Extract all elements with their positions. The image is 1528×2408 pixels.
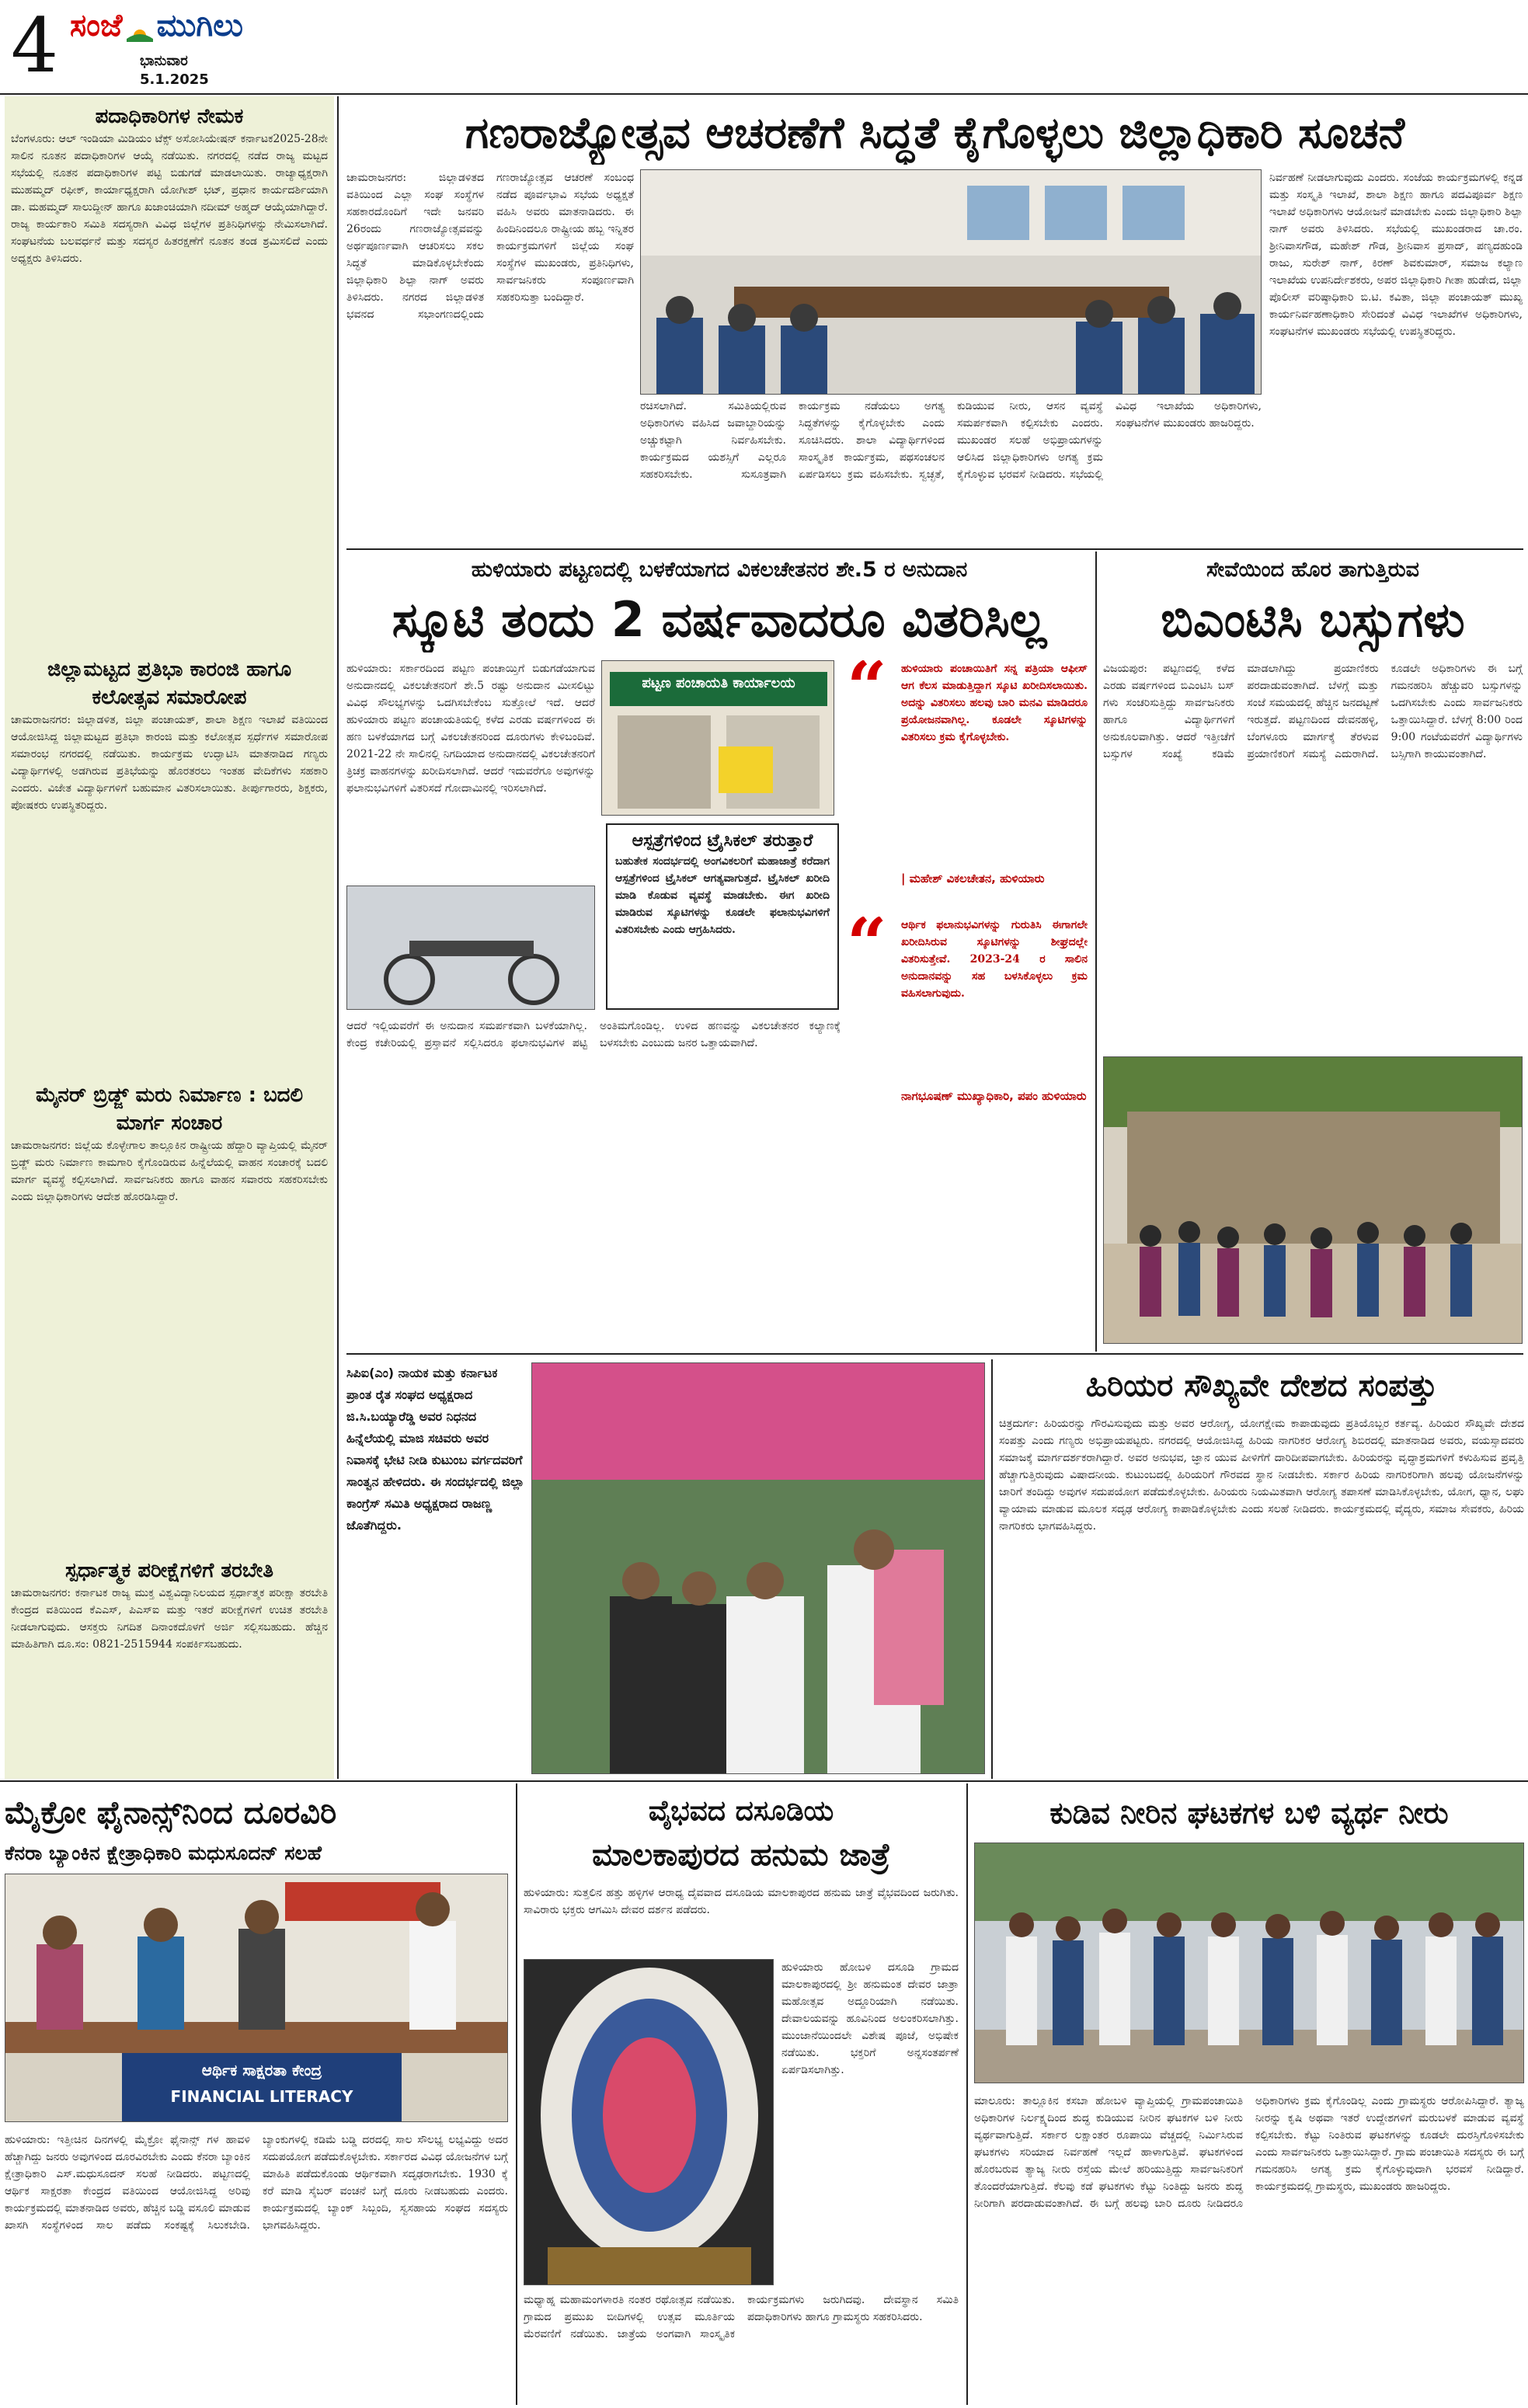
scooter-quote-two [847, 917, 1088, 1150]
microfinance-subheadline: ಕೆನರಾ ಬ್ಯಾಂಕಿನ ಕ್ಷೇತ್ರಾಧಿಕಾರಿ ಮಧುಸೂದನ್ ಸಲಹೆ [5, 1842, 322, 1864]
visit-caption: ಸಿಪಿಐ(ಎಂ) ನಾಯಕ ಮತ್ತು ಕರ್ನಾಟಕ ಪ್ರಾಂತ ರೈತ ಸಂಘದ ಅಧ್ಯಕ್ಷರಾದ ಜಿ.ಸಿ.ಬಯ್ಯಾರೆಡ್ಡಿ ಅವರ ನಿಧನದ ಹಿನ್ನೆಲೆಯಲ್ಲಿ ಮಾಜಿ ಸಚಿವರು ಅವರ ನಿವಾಸಕ್ಕೆ ಭೇಟಿ ನೀಡಿ ಕುಟುಂಬ ವರ್ಗದವರಿಗೆ ಸಾಂತ್ವನ ಹೇಳಿದರು. ಈ ಸಂದರ್ಭದಲ್ಲಿ ಜಿಲ್ಲಾ ಕಾಂಗ್ರೆಸ್ ಸಮಿತಿ ಅಧ್ಯಕ್ಷರಾದ ರಾಜಣ್ಣ ಜೊತೆಗಿದ್ದರು. [346, 1366, 524, 1533]
bmtc-kicker: ಸೇವೆಯಿಂದ ಹೊರ ತಾಗುತ್ತಿರುವ [1206, 558, 1419, 582]
microfinance-banner-en: FINANCIAL LITERACY [170, 2087, 353, 2106]
logo-part-two: ಮುಗಿಲು [156, 8, 243, 43]
quote-mark-icon: “ [847, 917, 887, 985]
left-story-talent [11, 656, 328, 1077]
bmtc-body: ವಿಜಯಪುರ: ಪಟ್ಟಣದಲ್ಲಿ ಕಳೆದ ಎರಡು ವರ್ಷಗಳಿಂದ ಬಿಎಂಟಿಸಿ ಬಸ್ ಗಳು ಸಂಚರಿಸುತ್ತಿದ್ದು ಸಾರ್ವಜನಿಕರು ಹಾಗೂ ವಿದ್ಯಾರ್ಥಿಗಳಿಗೆ ಅನುಕೂಲವಾಗಿತ್ತು. ಆದರೆ ಇತ್ತೀಚೆಗೆ ಬಸ್ಸುಗಳ ಸಂಖ್ಯೆ ಕಡಿಮೆ ಮಾಡಲಾಗಿದ್ದು ಪ್ರಯಾಣಿಕರು ಪರದಾಡುವಂತಾಗಿದೆ. ಬೆಳಗ್ಗೆ ಮತ್ತು ಸಂಜೆ ಸಮಯದಲ್ಲಿ ಹೆಚ್ಚಿನ ಜನದಟ್ಟಣೆ ಇರುತ್ತದೆ. ಪಟ್ಟಣದಿಂದ ದೇವನಹಳ್ಳಿ, ಬೆಂಗಳೂರು ಮಾರ್ಗಕ್ಕೆ ತೆರಳುವ ಪ್ರಯಾಣಿಕರಿಗೆ ಸಮಸ್ಯೆ ಎದುರಾಗಿದೆ. ಕೂಡಲೇ ಅಧಿಕಾರಿಗಳು ಈ ಬಗ್ಗೆ ಗಮನಹರಿಸಿ ಹೆಚ್ಚುವರಿ ಬಸ್ಸುಗಳನ್ನು ಒದಗಿಸಬೇಕು ಎಂದು ಸಾರ್ವಜನಿಕರು ಒತ್ತಾಯಿಸಿದ್ದಾರೆ. ಬೆಳಗ್ಗೆ 8:00 ರಿಂದ 9:00 ಗಂಟೆಯವರೆಗೆ ವಿದ್ಯಾರ್ಥಿಗಳು ಬಸ್ಸಿಗಾಗಿ ಕಾಯುವಂತಾಗಿದೆ. [1103, 663, 1523, 760]
elders-body: ಚಿತ್ರದುರ್ಗ: ಹಿರಿಯರನ್ನು ಗೌರವಿಸುವುದು ಮತ್ತು ಅವರ ಆರೋಗ್ಯ, ಯೋಗಕ್ಷೇಮ ಕಾಪಾಡುವುದು ಪ್ರತಿಯೊಬ್ಬರ ಕರ್ತವ್ಯ. ಹಿರಿಯರ ಸೌಖ್ಯವೇ ದೇಶದ ಸಂಪತ್ತು ಎಂದು ಗಣ್ಯರು ಅಭಿಪ್ರಾಯಪಟ್ಟರು. ನಗರದಲ್ಲಿ ಆಯೋಜಿಸಿದ್ದ ಹಿರಿಯ ನಾಗರಿಕರ ಆರೋಗ್ಯ ಶಿಬಿರದಲ್ಲಿ ಮಾತನಾಡಿದ ಅವರು, ವಯಸ್ಸಾದವರು ಸಮಾಜಕ್ಕೆ ಮಾರ್ಗದರ್ಶಕರಾಗಿದ್ದಾರೆ. ಅವರ ಅನುಭವ, ಜ್ಞಾನ ಯುವ ಪೀಳಿಗೆಗೆ ದಾರಿದೀಪವಾಗಬೇಕು. ಹಿರಿಯರನ್ನು ವೃದ್ಧಾಶ್ರಮಗಳಿಗೆ ಕಳುಹಿಸುವ ಪ್ರವೃತ್ತಿ ಹೆಚ್ಚಾಗುತ್ತಿರುವುದು ವಿಷಾದನೀಯ. ಕುಟುಂಬದಲ್ಲಿ ಹಿರಿಯರಿಗೆ ಗೌರವದ ಸ್ಥಾನ ನೀಡಬೇಕು. ಸರ್ಕಾರ ಹಿರಿಯ ನಾಗರಿಕರಿಗಾಗಿ ಹಲವು ಯೋಜನೆಗಳನ್ನು ಜಾರಿಗೆ ತಂದಿದ್ದು ಅವುಗಳ ಸದುಪಯೋಗ ಪಡೆದುಕೊಳ್ಳಬೇಕು. ಹಿರಿಯರು ನಿಯಮಿತವಾಗಿ ಆರೋಗ್ಯ ತಪಾಸಣೆ ಮಾಡಿಸಿಕೊಳ್ಳಬೇಕು, ಯೋಗ, ಧ್ಯಾನ, ಲಘು ವ್ಯಾಯಾಮ ಮಾಡುವ ಮೂಲಕ ಸದೃಢ ಆರೋಗ್ಯ ಕಾಪಾಡಿಕೊಳ್ಳಬೇಕು ಎಂದು ಸಲಹೆ ನೀಡಿದರು. ಕಾರ್ಯಕ್ರಮದಲ್ಲಿ ವೈದ್ಯರು, ಸಮಾಜ ಸೇವಕರು, ಹಿರಿಯ ನಾಗರಿಕರು ಭಾಗವಹಿಸಿದ್ದರು. [999, 1418, 1524, 1533]
scooter-photo-office [601, 660, 834, 816]
left-story-bridge [11, 1081, 328, 1541]
scooter-sidebar-box [606, 823, 839, 1010]
lead-photo-meeting [640, 169, 1262, 395]
story-heading: ಮೈನರ್ ಬ್ರಿಡ್ಜ್ ಮರು ನಿರ್ಮಾಣ : ಬದಲಿ ಮಾರ್ಗ ಸಂಚಾರ [35, 1084, 304, 1135]
festival-headline-line2: ಮಾಲಕಾಪುರದ ಹನುಮ ಜಾತ್ರೆ [592, 1837, 890, 1873]
box-title: ಆಸ್ಪತ್ರೆಗಳಿಂದ ಟ್ರೈಸಿಕಲ್ ತರುತ್ತಾರೆ [632, 831, 813, 851]
bmtc-headline: ಬಿಎಂಟಿಸಿ ಬಸ್ಸುಗಳು [1161, 591, 1465, 648]
sun-icon [127, 23, 153, 42]
left-column [5, 96, 334, 1779]
section-rule-1 [346, 548, 1523, 550]
masthead-rule [0, 93, 1528, 95]
issue-date: 5.1.2025 [140, 71, 209, 88]
story-body: ಬೆಂಗಳೂರು: ಆಲ್ ಇಂಡಿಯಾ ಮಿಡಿಯಂ ಟೆಕ್ಸ್ ಅಸೋಸಿಯೇಷನ್ ಕರ್ನಾಟಕ2025-28ನೇ ಸಾಲಿನ ನೂತನ ಪದಾಧಿಕಾರಿಗಳ ಆಯ್ಕೆ ನಡೆಯಿತು. ನಗರದಲ್ಲಿ ನಡೆದ ರಾಜ್ಯ ಮಟ್ಟದ ಸಭೆಯಲ್ಲಿ ನೂತನ ಪದಾಧಿಕಾರಿಗಳ ಪಟ್ಟಿ ಬಿಡುಗಡೆ ಮಾಡಲಾಯಿತು. ರಾಜ್ಯಾಧ್ಯಕ್ಷರಾಗಿ ಮುಹಮ್ಮದ್ ರಫೀಕ್, ಕಾರ್ಯಾಧ್ಯಕ್ಷರಾಗಿ ಯೋಗೀಶ್ ಭಟ್, ಪ್ರಧಾನ ಕಾರ್ಯದರ್ಶಿಯಾಗಿ ಡಾ. ಮಹಮ್ಮದ್ ಸಾಲುದ್ದೀನ್ ಹಾಗೂ ಖಜಾಂಚಿಯಾಗಿ ನದೀಮ್ ಅಹ್ಮದ್ ಆಯ್ಕೆಯಾಗಿದ್ದಾರೆ. ರಾಜ್ಯ ಕಾರ್ಯಕಾರಿ ಸಮಿತಿ ಸದಸ್ಯರಾಗಿ ವಿವಿಧ ಜಿಲ್ಲೆಗಳ ಪ್ರತಿನಿಧಿಗಳನ್ನು ನೇಮಿಸಲಾಗಿದೆ. ಸಂಘಟನೆಯ ಬಲವರ್ಧನೆ ಮತ್ತು ಸದಸ್ಯರ ಹಿತರಕ್ಷಣೆಗೆ ನೂತನ ತಂಡ ಶ್ರಮಿಸಲಿದೆ ಎಂದು ಅಧ್ಯಕ್ಷರು ತಿಳಿಸಿದರು. [11, 133, 328, 265]
festival-body-top: ಹುಳಿಯಾರು: ಸುತ್ತಲಿನ ಹತ್ತು ಹಳ್ಳಿಗಳ ಆರಾಧ್ಯ ದೈವವಾದ ದಸೂಡಿಯ ಮಾಲಕಾಪುರದ ಹನುಮ ಜಾತ್ರೆ ವೈಭವದಿಂದ ಜರುಗಿತು. ಸಾವಿರಾರು ಭಕ್ತರು ಆಗಮಿಸಿ ದೇವರ ದರ್ಶನ ಪಡೆದರು. [524, 1887, 959, 1916]
scooter-kicker: ಹುಳಿಯಾರು ಪಟ್ಟಣದಲ್ಲಿ ಬಳಕೆಯಾಗದ ವಿಕಲಚೇತನರ ಶೇ.5 ರ ಅನುದಾನ [471, 558, 968, 582]
scooter-photo-tricycle [346, 886, 595, 1010]
lead-body-right: ನಿರ್ವಹಣೆ ನೀಡಲಾಗುವುದು ಎಂದರು. ಸಂಜೆಯ ಕಾರ್ಯಕ್ರಮಗಳಲ್ಲಿ ಕನ್ನಡ ಮತ್ತು ಸಂಸ್ಕೃತಿ ಇಲಾಖೆ, ಶಾಲಾ ಶಿಕ್ಷಣ ಹಾಗೂ ಪದವಿಪೂರ್ವ ಶಿಕ್ಷಣ ಇಲಾಖೆ ಅಧಿಕಾರಿಗಳು ಆಯೋಜನೆ ಮಾಡಬೇಕು ಎಂದು ಜಿಲ್ಲಾಧಿಕಾರಿ ಶಿಲ್ಪಾ ನಾಗ್ ಅವರು ತಿಳಿಸಿದರು. ಸಭೆಯಲ್ಲಿ ಮುಖಂಡರಾದ ಚಾ.ರಂ. ಶ್ರೀನಿವಾಸಗೌಡ, ಮಹೇಶ್ ಗೌಡ, ಶ್ರೀನಿವಾಸ ಪ್ರಸಾದ್, ಪಣ್ಯದಹುಂಡಿ ರಾಜು, ಸುರೇಶ್ ನಾಗ್, ಕಿರಣ್ ಶಿವಕುಮಾರ್, ಸಮಾಜ ಕಲ್ಯಾಣ ಇಲಾಖೆಯ ಉಪನಿರ್ದೇಶಕರು, ಅಪರ ಜಿಲ್ಲಾಧಿಕಾರಿ ಗೀತಾ ಹುಡೇದ, ಜಿಲ್ಲಾ ಪೊಲೀಸ್ ವರಿಷ್ಠಾಧಿಕಾರಿ ಬಿ.ಟಿ. ಕವಿತಾ, ಜಿಲ್ಲಾ ಪಂಚಾಯತ್ ಮುಖ್ಯ ಕಾರ್ಯನಿರ್ವಹಣಾಧಿಕಾರಿ ಸೇರಿದಂತೆ ವಿವಿಧ ಇಲಾಖೆಗಳ ಅಧಿಕಾರಿಗಳು, ಸಂಘಟನೆಗಳ ಮುಖಂಡರು ಸಭೆಯಲ್ಲಿ ಉಪಸ್ಥಿತರಿದ್ದರು. [1269, 172, 1523, 338]
office-sign-text: ಪಟ್ಟಣ ಪಂಚಾಯತಿ ಕಾರ್ಯಾಲಯ [642, 675, 795, 691]
lead-body-bottom: ರಚಿಸಲಾಗಿದೆ. ಸಮಿತಿಯಲ್ಲಿರುವ ಅಧಿಕಾರಿಗಳು ವಹಿಸಿದ ಜವಾಬ್ದಾರಿಯನ್ನು ಅಚ್ಚುಕಟ್ಟಾಗಿ ನಿರ್ವಹಿಸಬೇಕು. ಕಾರ್ಯಕ್ರಮದ ಯಶಸ್ಸಿಗೆ ಎಲ್ಲರೂ ಸಹಕರಿಸಬೇಕು. ಸುಸೂತ್ರವಾಗಿ ಕಾರ್ಯಕ್ರಮ ನಡೆಯಲು ಅಗತ್ಯ ಸಿದ್ಧತೆಗಳನ್ನು ಕೈಗೊಳ್ಳಬೇಕು ಎಂದು ಸೂಚಿಸಿದರು. ಶಾಲಾ ವಿದ್ಯಾರ್ಥಿಗಳಿಂದ ಸಾಂಸ್ಕೃತಿಕ ಕಾರ್ಯಕ್ರಮ, ಪಥಸಂಚಲನ ಏರ್ಪಡಿಸಲು ಕ್ರಮ ವಹಿಸಬೇಕು. ಸ್ವಚ್ಛತೆ, ಕುಡಿಯುವ ನೀರು, ಆಸನ ವ್ಯವಸ್ಥೆ ಸಮರ್ಪಕವಾಗಿ ಕಲ್ಪಿಸಬೇಕು ಎಂದರು. ಮುಖಂಡರ ಸಲಹೆ ಅಭಿಪ್ರಾಯಗಳನ್ನು ಆಲಿಸಿದ ಜಿಲ್ಲಾಧಿಕಾರಿಗಳು ಅಗತ್ಯ ಕ್ರಮ ಕೈಗೊಳ್ಳುವ ಭರವಸೆ ನೀಡಿದರು. ಸಭೆಯಲ್ಲಿ ವಿವಿಧ ಇಲಾಖೆಯ ಅಧಿಕಾರಿಗಳು, ಸಂಘಟನೆಗಳ ಮುಖಂಡರು ಹಾಜರಿದ್ದರು. [640, 400, 1262, 481]
scooter-headline: ಸ್ಕೂಟಿ ತಂದು 2 ವರ್ಷವಾದರೂ ವಿತರಿಸಿಲ್ಲ [392, 591, 1047, 648]
lead-headline: ಗಣರಾಜ್ಯೋತ್ಸವ ಆಚರಣೆಗೆ ಸಿದ್ಧತೆ ಕೈಗೊಳ್ಳಲು ಜಿಲ್ಲಾಧಿಕಾರಿ ಸೂಚನೆ [465, 108, 1405, 158]
festival-body-side: ಹುಳಿಯಾರು ಹೋಬಳಿ ದಸೂಡಿ ಗ್ರಾಮದ ಮಾಲಕಾಪುರದಲ್ಲಿ ಶ್ರೀ ಹನುಮಂತ ದೇವರ ಜಾತ್ರಾ ಮಹೋತ್ಸವ ಅದ್ದೂರಿಯಾಗಿ ನಡೆಯಿತು. ದೇವಾಲಯವನ್ನು ಹೂವಿನಿಂದ ಅಲಂಕರಿಸಲಾಗಿತ್ತು. ಮುಂಜಾನೆಯಿಂದಲೇ ವಿಶೇಷ ಪೂಜೆ, ಅಭಿಷೇಕ ನಡೆಯಿತು. ಭಕ್ತರಿಗೆ ಅನ್ನಸಂತರ್ಪಣೆ ಏರ್ಪಡಿಸಲಾಗಿತ್ತು. [781, 1961, 959, 2076]
festival-body-bottom: ಮಧ್ಯಾಹ್ನ ಮಹಾಮಂಗಳಾರತಿ ನಂತರ ರಥೋತ್ಸವ ನಡೆಯಿತು. ಗ್ರಾಮದ ಪ್ರಮುಖ ಬೀದಿಗಳಲ್ಲಿ ಉತ್ಸವ ಮೂರ್ತಿಯ ಮೆರವಣಿಗೆ ನಡೆಯಿತು. ಜಾತ್ರೆಯ ಅಂಗವಾಗಿ ಸಾಂಸ್ಕೃತಿಕ ಕಾರ್ಯಕ್ರಮಗಳು ಜರುಗಿದವು. ದೇವಸ್ಥಾನ ಸಮಿತಿ ಪದಾಧಿಕಾರಿಗಳು ಹಾಗೂ ಗ್ರಾಮಸ್ಥರು ಸಹಕರಿಸಿದರು. [524, 2294, 959, 2340]
left-story-appointments [11, 103, 328, 628]
section-rule-3 [0, 1780, 1528, 1782]
logo-part-one: ಸಂಜೆ [70, 8, 123, 43]
festival-water-rule [966, 1783, 968, 2405]
quote-text: ಆರ್ಥಿಕ ಫಲಾನುಭವಿಗಳನ್ನು ಗುರುತಿಸಿ ಈಗಾಗಲೇ ಖರೀದಿಸಿರುವ ಸ್ಕೂಟಿಗಳನ್ನು ಶೀಘ್ರದಲ್ಲೇ ವಿತರಿಸುತ್ತೇವೆ. 2023-24 ರ ಸಾಲಿನ ಅನುದಾನವನ್ನು ಸಹ ಬಳಸಿಕೊಳ್ಳಲು ಕ್ರಮ ವಹಿಸಲಾಗುವುದು. [901, 919, 1088, 1000]
story-heading: ಸ್ಪರ್ಧಾತ್ಮಕ ಪರೀಕ್ಷೆಗಳಿಗೆ ತರಬೇತಿ [65, 1559, 273, 1582]
story-heading: ಜಿಲ್ಲಾಮಟ್ಟದ ಪ್ರತಿಭಾ ಕಾರಂಜಿ ಹಾಗೂ ಕಲೋತ್ಸವ ಸಮಾರೋಪ [47, 658, 292, 709]
left-column-rule [337, 96, 339, 1779]
story-body: ಚಾಮರಾಜನಗರ: ಜಿಲ್ಲಾಡಳಿತ, ಜಿಲ್ಲಾ ಪಂಚಾಯತ್, ಶಾಲಾ ಶಿಕ್ಷಣ ಇಲಾಖೆ ವತಿಯಿಂದ ಆಯೋಜಿಸಿದ್ದ ಜಿಲ್ಲಾಮಟ್ಟದ ಪ್ರತಿಭಾ ಕಾರಂಜಿ ಮತ್ತು ಕಲೋತ್ಸವ ಸ್ಪರ್ಧೆಗಳ ಸಮಾರೋಪ ಸಮಾರಂಭ ನಗರದಲ್ಲಿ ನಡೆಯಿತು. ಕಾರ್ಯಕ್ರಮ ಉದ್ಘಾಟಿಸಿ ಮಾತನಾಡಿದ ಗಣ್ಯರು ವಿದ್ಯಾರ್ಥಿಗಳಲ್ಲಿ ಅಡಗಿರುವ ಪ್ರತಿಭೆಯನ್ನು ಹೊರತರಲು ಇಂತಹ ವೇದಿಕೆಗಳು ಸಹಕಾರಿ ಎಂದರು. ವಿಜೇತ ವಿದ್ಯಾರ್ಥಿಗಳಿಗೆ ಬಹುಮಾನ ವಿತರಿಸಲಾಯಿತು. ತೀರ್ಪುಗಾರರು, ಶಿಕ್ಷಕರು, ಪೋಷಕರು ಉಪಸ್ಥಿತರಿದ್ದರು. [11, 714, 328, 812]
section-rule-2 [346, 1353, 1523, 1355]
quote-mark-icon: “ [847, 660, 887, 729]
scooter-quote-one [847, 660, 1088, 917]
quote-attribution: ನಾಗಭೂಷಣ್ ಮುಖ್ಯಾಧಿಕಾರಿ, ಪಪಂ ಹುಳಿಯಾರು [901, 1089, 1087, 1103]
water-photo-group [974, 1843, 1524, 2083]
microfinance-photo [5, 1874, 508, 2122]
visit-photo-group [531, 1362, 985, 1774]
left-story-training [11, 1557, 328, 1763]
story-heading: ಪದಾಧಿಕಾರಿಗಳ ನೇಮಕ [95, 105, 244, 128]
water-headline: ಕುಡಿವ ನೀರಿನ ಘಟಕಗಳ ಬಳಿ ವ್ಯರ್ಥ ನೀರು [1049, 1796, 1449, 1830]
scooter-bmtc-rule [1095, 552, 1097, 1352]
lead-body-left: ಚಾಮರಾಜನಗರ: ಜಿಲ್ಲಾಡಳಿತದ ವತಿಯಿಂದ ಎಲ್ಲಾ ಸಂಘ ಸಂಸ್ಥೆಗಳ ಸಹಕಾರದೊಂದಿಗೆ ಇದೇ ಜನವರಿ 26ರಂದು ಗಣರಾಜ್ಯೋತ್ಸವವನ್ನು ಅರ್ಥಪೂರ್ಣವಾಗಿ ಆಚರಿಸಲು ಸಕಲ ಸಿದ್ಧತೆ ಮಾಡಿಕೊಳ್ಳಬೇಕೆಂದು ಜಿಲ್ಲಾಧಿಕಾರಿ ಶಿಲ್ಪಾ ನಾಗ್ ಅವರು ತಿಳಿಸಿದರು. ನಗರದ ಜಿಲ್ಲಾಡಳಿತ ಭವನದ ಸಭಾಂಗಣದಲ್ಲಿಂದು ಗಣರಾಜ್ಯೋತ್ಸವ ಆಚರಣೆ ಸಂಬಂಧ ನಡೆದ ಪೂರ್ವಭಾವಿ ಸಭೆಯ ಅಧ್ಯಕ್ಷತೆ ವಹಿಸಿ ಅವರು ಮಾತನಾಡಿದರು. ಈ ಹಿಂದಿನಿಂದಲೂ ರಾಷ್ಟ್ರೀಯ ಹಬ್ಬ ಇನ್ನಿತರ ಕಾರ್ಯಕ್ರಮಗಳಿಗೆ ಜಿಲ್ಲೆಯ ಸಂಘ ಸಂಸ್ಥೆಗಳ ಮುಖಂಡರು, ಪ್ರತಿನಿಧಿಗಳು, ಸಾರ್ವಜನಿಕರು ಸಂಪೂರ್ಣವಾಗಿ ಸಹಕರಿಸುತ್ತಾ ಬಂದಿದ್ದಾರೆ. [346, 172, 634, 321]
visit-elders-rule [991, 1359, 993, 1779]
microfinance-body: ಹುಳಿಯಾರು: ಇತ್ತೀಚಿನ ದಿನಗಳಲ್ಲಿ ಮೈಕ್ರೋ ಫೈನಾನ್ಸ್ ಗಳ ಹಾವಳಿ ಹೆಚ್ಚಾಗಿದ್ದು ಜನರು ಅವುಗಳಿಂದ ದೂರವಿರಬೇಕು ಎಂದು ಕೆನರಾ ಬ್ಯಾಂಕಿನ ಕ್ಷೇತ್ರಾಧಿಕಾರಿ ಎಸ್.ಮಧುಸೂದನ್ ಸಲಹೆ ನೀಡಿದರು. ಪಟ್ಟಣದಲ್ಲಿ ಆರ್ಥಿಕ ಸಾಕ್ಷರತಾ ಕೇಂದ್ರದ ವತಿಯಿಂದ ಆಯೋಜಿಸಿದ್ದ ಅರಿವು ಕಾರ್ಯಕ್ರಮದಲ್ಲಿ ಮಾತನಾಡಿದ ಅವರು, ಹೆಚ್ಚಿನ ಬಡ್ಡಿ ವಸೂಲಿ ಮಾಡುವ ಖಾಸಗಿ ಸಂಸ್ಥೆಗಳಿಂದ ಸಾಲ ಪಡೆದು ಸಂಕಷ್ಟಕ್ಕೆ ಸಿಲುಕಬೇಡಿ. ಬ್ಯಾಂಕುಗಳಲ್ಲಿ ಕಡಿಮೆ ಬಡ್ಡಿ ದರದಲ್ಲಿ ಸಾಲ ಸೌಲಭ್ಯ ಲಭ್ಯವಿದ್ದು ಅದರ ಸದುಪಯೋಗ ಪಡೆದುಕೊಳ್ಳಬೇಕು. ಸರ್ಕಾರದ ವಿವಿಧ ಯೋಜನೆಗಳ ಬಗ್ಗೆ ಮಾಹಿತಿ ಪಡೆದುಕೊಂಡು ಆರ್ಥಿಕವಾಗಿ ಸದೃಢರಾಗಬೇಕು. 1930 ಕ್ಕೆ ಕರೆ ಮಾಡಿ ಸೈಬರ್ ವಂಚನೆ ಬಗ್ಗೆ ದೂರು ನೀಡಬಹುದು ಎಂದರು. ಕಾರ್ಯಕ್ರಮದಲ್ಲಿ ಬ್ಯಾಂಕ್ ಸಿಬ್ಬಂದಿ, ಸ್ವಸಹಾಯ ಸಂಘದ ಸದಸ್ಯರು ಭಾಗವಹಿಸಿದ್ದರು. [5, 2134, 508, 2232]
story-body: ಚಾಮರಾಜನಗರ: ಕರ್ನಾಟಕ ರಾಜ್ಯ ಮುಕ್ತ ವಿಶ್ವವಿದ್ಯಾನಿಲಯದ ಸ್ಪರ್ಧಾತ್ಮಕ ಪರೀಕ್ಷಾ ತರಬೇತಿ ಕೇಂದ್ರದ ವತಿಯಿಂದ ಕೆಎಎಸ್, ಪಿಎಸ್ಐ ಮತ್ತು ಇತರೆ ಪರೀಕ್ಷೆಗಳಿಗೆ ಉಚಿತ ತರಬೇತಿ ನೀಡಲಾಗುವುದು. ಆಸಕ್ತರು ನಿಗದಿತ ದಿನಾಂಕದೊಳಗೆ ಅರ್ಜಿ ಸಲ್ಲಿಸಬಹುದು. ಹೆಚ್ಚಿನ ಮಾಹಿತಿಗಾಗಿ ದೂ.ಸಂ: 0821-2515944 ಸಂಪರ್ಕಿಸಬಹುದು. [11, 1587, 328, 1651]
story-body: ಚಾಮರಾಜನಗರ: ಜಿಲ್ಲೆಯ ಕೊಳ್ಳೇಗಾಲ ತಾಲ್ಲೂಕಿನ ರಾಷ್ಟ್ರೀಯ ಹೆದ್ದಾರಿ ವ್ಯಾಪ್ತಿಯಲ್ಲಿ ಮೈನರ್ ಬ್ರಿಡ್ಜ್ ಮರು ನಿರ್ಮಾಣ ಕಾಮಗಾರಿ ಕೈಗೊಂಡಿರುವ ಹಿನ್ನೆಲೆಯಲ್ಲಿ ವಾಹನ ಸಂಚಾರಕ್ಕೆ ಬದಲಿ ಮಾರ್ಗ ವ್ಯವಸ್ಥೆ ಕಲ್ಪಿಸಲಾಗಿದೆ. ಸಾರ್ವಜನಿಕರು ಹಾಗೂ ವಾಹನ ಸವಾರರು ಸಹಕರಿಸಬೇಕು ಎಂದು ಜಿಲ್ಲಾಧಿಕಾರಿಗಳು ಆದೇಶ ಹೊರಡಿಸಿದ್ದಾರೆ. [11, 1140, 328, 1203]
festival-headline-line1: ವೈಭವದ ದಸೂಡಿಯ [648, 1795, 834, 1827]
bmtc-photo-queue [1103, 1056, 1523, 1344]
microfinance-banner-kn: ಆರ್ಥಿಕ ಸಾಕ್ಷರತಾ ಕೇಂದ್ರ [201, 2061, 322, 2079]
water-body: ಮಾಲೂರು: ತಾಲ್ಲೂಕಿನ ಕಸಬಾ ಹೋಬಳಿ ವ್ಯಾಪ್ತಿಯಲ್ಲಿ ಗ್ರಾಮಪಂಚಾಯಿತಿ ಅಧಿಕಾರಿಗಳ ನಿರ್ಲಕ್ಷ್ಯದಿಂದ ಶುದ್ಧ ಕುಡಿಯುವ ನೀರಿನ ಘಟಕಗಳ ಬಳಿ ನೀರು ವ್ಯರ್ಥವಾಗುತ್ತಿದೆ. ಸರ್ಕಾರ ಲಕ್ಷಾಂತರ ರೂಪಾಯಿ ವೆಚ್ಚದಲ್ಲಿ ನಿರ್ಮಿಸಿರುವ ಘಟಕಗಳು ಸರಿಯಾದ ನಿರ್ವಹಣೆ ಇಲ್ಲದೆ ಹಾಳಾಗುತ್ತಿವೆ. ಘಟಕಗಳಿಂದ ಹೊರಬರುವ ತ್ಯಾಜ್ಯ ನೀರು ರಸ್ತೆಯ ಮೇಲೆ ಹರಿಯುತ್ತಿದ್ದು ಸಾರ್ವಜನಿಕರಿಗೆ ತೊಂದರೆಯಾಗುತ್ತಿದೆ. ಕೆಲವು ಕಡೆ ಘಟಕಗಳು ಕೆಟ್ಟು ನಿಂತಿದ್ದು ಜನರು ಶುದ್ಧ ನೀರಿಗಾಗಿ ಪರದಾಡುವಂತಾಗಿದೆ. ಈ ಬಗ್ಗೆ ಹಲವು ಬಾರಿ ದೂರು ನೀಡಿದರೂ ಅಧಿಕಾರಿಗಳು ಕ್ರಮ ಕೈಗೊಂಡಿಲ್ಲ ಎಂದು ಗ್ರಾಮಸ್ಥರು ಆರೋಪಿಸಿದ್ದಾರೆ. ತ್ಯಾಜ್ಯ ನೀರನ್ನು ಕೃಷಿ ಅಥವಾ ಇತರೆ ಉದ್ದೇಶಗಳಿಗೆ ಮರುಬಳಕೆ ಮಾಡುವ ವ್ಯವಸ್ಥೆ ಕಲ್ಪಿಸಬೇಕು. ಕೆಟ್ಟು ನಿಂತಿರುವ ಘಟಕಗಳನ್ನು ಕೂಡಲೇ ದುರಸ್ತಿಗೊಳಿಸಬೇಕು ಎಂದು ಸಾರ್ವಜನಿಕರು ಒತ್ತಾಯಿಸಿದ್ದಾರೆ. ಗ್ರಾಮ ಪಂಚಾಯಿತಿ ಸದಸ್ಯರು ಈ ಬಗ್ಗೆ ಗಮನಹರಿಸಿ ಅಗತ್ಯ ಕ್ರಮ ಕೈಗೊಳ್ಳುವುದಾಗಿ ಭರವಸೆ ನೀಡಿದ್ದಾರೆ. ಕಾರ್ಯಕ್ರಮದಲ್ಲಿ ಗ್ರಾಮಸ್ಥರು, ಮುಖಂಡರು ಹಾಜರಿದ್ದರು. [974, 2095, 1524, 2210]
page-number: 4 [11, 2, 59, 89]
box-body: ಬಹುತೇಕ ಸಂದರ್ಭದಲ್ಲಿ ಅಂಗವಿಕಲರಿಗೆ ಮಹಾಜಾತ್ರೆ ಕರೆದಾಗ ಆಸ್ಪತ್ರೆಗಳಿಂದ ಟ್ರೈಸಿಕಲ್ ಆಗತ್ಯವಾಗುತ್ತದೆ. ಟ್ರೈಸಿಕಲ್ ಖರೀದಿ ಮಾಡಿ ಕೊಡುವ ವ್ಯವಸ್ಥೆ ಮಾಡಬೇಕು. ಈಗ ಖರೀದಿ ಮಾಡಿರುವ ಸ್ಕೂಟಿಗಳನ್ನು ಕೂಡಲೇ ಫಲಾನುಭವಿಗಳಿಗೆ ವಿತರಿಸಬೇಕು ಎಂದು ಆಗ್ರಹಿಸಿದರು. [615, 855, 830, 936]
masthead-logo [70, 8, 249, 54]
scooter-body-left: ಹುಳಿಯಾರು: ಸರ್ಕಾರದಿಂದ ಪಟ್ಟಣ ಪಂಚಾಯ್ತಿಗೆ ಬಿಡುಗಡೆಯಾಗುವ ಅನುದಾನದಲ್ಲಿ ವಿಕಲಚೇತನರಿಗೆ ಶೇ.5 ರಷ್ಟು ಅನುದಾನ ಮೀಸಲಿಟ್ಟು ವಿವಿಧ ಸೌಲಭ್ಯಗಳನ್ನು ಒದಗಿಸಬೇಕೆಂಬ ಸುತ್ತೋಲೆ ಇದೆ. ಆದರೆ ಹುಳಿಯಾರು ಪಟ್ಟಣ ಪಂಚಾಯತಿಯಲ್ಲಿ ಕಳೆದ ಎರಡು ವರ್ಷಗಳಿಂದ ಈ ಹಣ ಬಳಕೆಯಾಗದ ಬಗ್ಗೆ ವಿಕಲಚೇತನರಿಂದ ದೂರುಗಳು ಕೇಳಿಬಂದಿವೆ. 2021-22 ನೇ ಸಾಲಿನಲ್ಲಿ ನಿಗದಿಯಾದ ಅನುದಾನದಲ್ಲಿ ವಿಕಲಚೇತನರಿಗೆ ತ್ರಿಚಕ್ರ ವಾಹನಗಳನ್ನು ಖರೀದಿಸಲಾಗಿದೆ. ಆದರೆ ಇದುವರೆಗೂ ಅವುಗಳನ್ನು ಫಲಾನುಭವಿಗಳಿಗೆ ವಿತರಿಸದೆ ಗೋದಾಮಿನಲ್ಲಿ ಇರಿಸಲಾಗಿದೆ. [346, 663, 595, 795]
festival-photo-idol [524, 1959, 774, 2285]
scooter-body-bottom: ಆದರೆ ಇಲ್ಲಿಯವರೆಗೆ ಈ ಅನುದಾನ ಸಮರ್ಪಕವಾಗಿ ಬಳಕೆಯಾಗಿಲ್ಲ. ಕೇಂದ್ರ ಕಚೇರಿಯಲ್ಲಿ ಪ್ರಸ್ತಾವನೆ ಸಲ್ಲಿಸಿದರೂ ಫಲಾನುಭವಿಗಳ ಪಟ್ಟಿ ಅಂತಿಮಗೊಂಡಿಲ್ಲ. ಉಳಿದ ಹಣವನ್ನು ವಿಕಲಚೇತನರ ಕಲ್ಯಾಣಕ್ಕೆ ಬಳಸಬೇಕು ಎಂಬುದು ಜನರ ಒತ್ತಾಯವಾಗಿದೆ. [346, 1020, 841, 1049]
elders-headline: ಹಿರಿಯರ ಸೌಖ್ಯವೇ ದೇಶದ ಸಂಪತ್ತು [1085, 1368, 1438, 1404]
microfinance-headline: ಮೈಕ್ರೋ ಫೈನಾನ್ಸ್‌ನಿಂದ ದೂರವಿರಿ [5, 1795, 337, 1831]
quote-text: ಹುಳಿಯಾರು ಪಂಚಾಯಿತಿಗೆ ಸನ್ನ ಪತ್ರಿಯಾ ಆಫೀಸ್ ಆಗ ಕೆಲಸ ಮಾಡುತ್ತಿದ್ದಾಗ ಸ್ಕೂಟಿ ಖರೀದಿಸಲಾಯಿತು. ಅದನ್ನು ವಿತರಿಸಲು ಹಲವು ಬಾರಿ ಮನವಿ ಮಾಡಿದರೂ ಪ್ರಯೋಜನವಾಗಿಲ್ಲ. ಕೂಡಲೇ ಸ್ಕೂಟಿಗಳನ್ನು ವಿತರಿಸಲು ಕ್ರಮ ಕೈಗೊಳ್ಳಬೇಕು. [901, 663, 1088, 743]
microfinance-festival-rule [516, 1783, 517, 2405]
quote-attribution: | ಮಹೇಶ್ ವಿಕಲಚೇತನ, ಹುಳಿಯಾರು [901, 872, 1045, 886]
masthead [0, 0, 1528, 93]
issue-day: ಭಾನುವಾರ [140, 53, 188, 69]
